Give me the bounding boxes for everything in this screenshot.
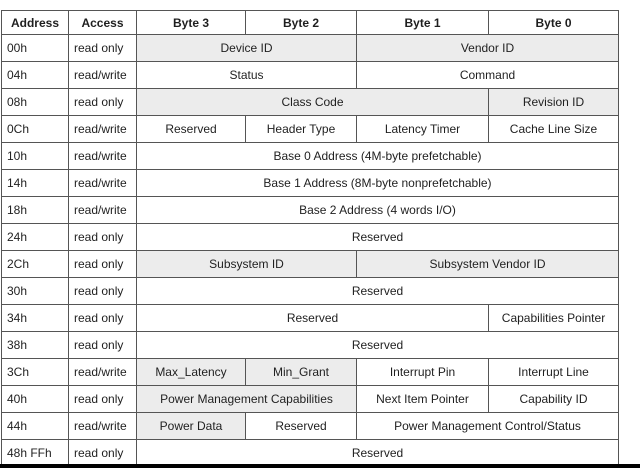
access-cell: read only <box>69 251 137 278</box>
address-cell: 18h <box>2 197 69 224</box>
address-cell: 14h <box>2 170 69 197</box>
header-byte-1: Byte 1 <box>357 11 489 35</box>
access-cell: read only <box>69 305 137 332</box>
header-byte-0: Byte 0 <box>489 11 619 35</box>
table-row <box>2 251 619 278</box>
field-cell: Vendor ID <box>357 35 619 62</box>
access-cell: read only <box>69 332 137 359</box>
access-cell: read/write <box>69 62 137 89</box>
table-row <box>2 332 619 359</box>
address-cell: 10h <box>2 143 69 170</box>
field-cell: Reserved <box>137 332 619 359</box>
access-cell: read only <box>69 89 137 116</box>
address-cell: 40h <box>2 386 69 413</box>
header-row <box>2 11 619 35</box>
header-byte-3: Byte 3 <box>137 11 246 35</box>
table-row <box>2 116 619 143</box>
header-byte-2: Byte 2 <box>246 11 357 35</box>
table-header <box>2 11 619 35</box>
header-address: Address <box>2 11 69 35</box>
access-cell: read only <box>69 224 137 251</box>
field-cell: Capabilities Pointer <box>489 305 619 332</box>
field-cell: Reserved <box>137 116 246 143</box>
access-cell: read/write <box>69 359 137 386</box>
table-row <box>2 62 619 89</box>
access-cell: read only <box>69 278 137 305</box>
table-row <box>2 386 619 413</box>
address-cell: 38h <box>2 332 69 359</box>
address-cell: 0Ch <box>2 116 69 143</box>
field-cell: Latency Timer <box>357 116 489 143</box>
field-cell: Reserved <box>137 224 619 251</box>
field-cell: Power Management Capabilities <box>137 386 357 413</box>
access-cell: read only <box>69 386 137 413</box>
table-row <box>2 224 619 251</box>
address-cell: 30h <box>2 278 69 305</box>
field-cell: Subsystem ID <box>137 251 357 278</box>
field-cell: Reserved <box>137 305 489 332</box>
header-access: Access <box>69 11 137 35</box>
table-row <box>2 143 619 170</box>
table-row <box>2 278 619 305</box>
field-cell: Next Item Pointer <box>357 386 489 413</box>
address-cell: 3Ch <box>2 359 69 386</box>
field-cell: Reserved <box>137 278 619 305</box>
bottom-rule <box>0 464 640 468</box>
field-cell: Cache Line Size <box>489 116 619 143</box>
field-cell: Interrupt Line <box>489 359 619 386</box>
address-cell: 44h <box>2 413 69 440</box>
address-cell: 2Ch <box>2 251 69 278</box>
field-cell: Base 2 Address (4 words I/O) <box>137 197 619 224</box>
table-row <box>2 170 619 197</box>
field-cell: Base 1 Address (8M-byte nonprefetchable) <box>137 170 619 197</box>
field-cell: Reserved <box>137 440 619 467</box>
address-cell: 48h FFh <box>2 440 69 467</box>
table-row <box>2 35 619 62</box>
access-cell: read/write <box>69 197 137 224</box>
access-cell: read only <box>69 440 137 467</box>
table-body <box>2 35 619 467</box>
access-cell: read/write <box>69 116 137 143</box>
address-cell: 00h <box>2 35 69 62</box>
table-row <box>2 359 619 386</box>
address-cell: 04h <box>2 62 69 89</box>
field-cell: Header Type <box>246 116 357 143</box>
field-cell: Class Code <box>137 89 489 116</box>
field-cell: Device ID <box>137 35 357 62</box>
register-map-table <box>1 10 619 467</box>
access-cell: read/write <box>69 143 137 170</box>
table-row <box>2 413 619 440</box>
address-cell: 34h <box>2 305 69 332</box>
field-cell: Revision ID <box>489 89 619 116</box>
field-cell: Reserved <box>246 413 357 440</box>
address-cell: 08h <box>2 89 69 116</box>
field-cell: Subsystem Vendor ID <box>357 251 619 278</box>
table-row <box>2 305 619 332</box>
table-row <box>2 197 619 224</box>
address-cell: 24h <box>2 224 69 251</box>
access-cell: read/write <box>69 413 137 440</box>
field-cell: Status <box>137 62 357 89</box>
field-cell: Power Management Control/Status <box>357 413 619 440</box>
field-cell: Command <box>357 62 619 89</box>
field-cell: Max_Latency <box>137 359 246 386</box>
access-cell: read only <box>69 35 137 62</box>
table-row <box>2 89 619 116</box>
table-row <box>2 440 619 467</box>
field-cell: Power Data <box>137 413 246 440</box>
field-cell: Interrupt Pin <box>357 359 489 386</box>
access-cell: read/write <box>69 170 137 197</box>
field-cell: Min_Grant <box>246 359 357 386</box>
field-cell: Base 0 Address (4M-byte prefetchable) <box>137 143 619 170</box>
field-cell: Capability ID <box>489 386 619 413</box>
